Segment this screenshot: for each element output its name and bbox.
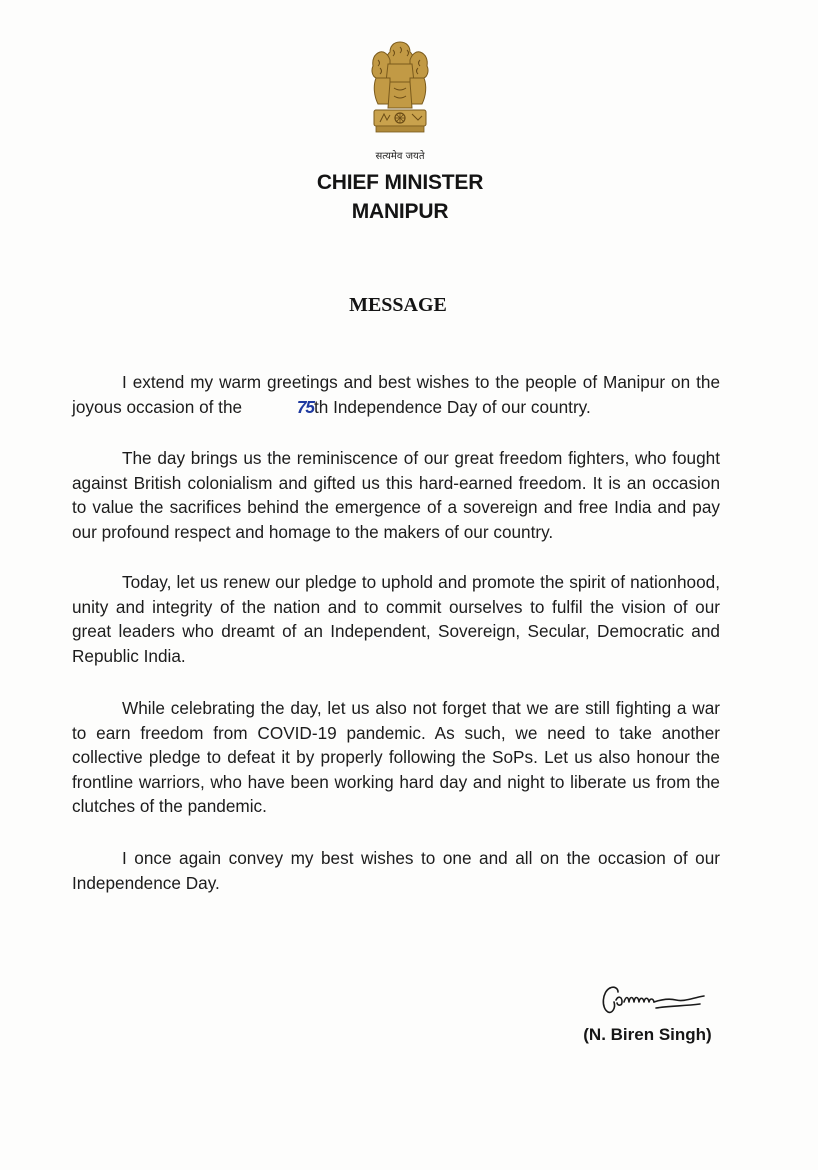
national-emblem-icon [360, 38, 440, 150]
paragraph-greeting [72, 370, 720, 419]
paragraph-pledge: Today, let us renew our pledge to uphold and promote the spirit of nationhood, unity and integrity of the nation and to commit ourselves to fulfil the vision of our great leaders who dreamt of an Independent, Sovereign, Secular, Democratic and Republic India. [72, 572, 720, 666]
signature-icon [596, 978, 714, 1022]
greeting-text-start: I extend my warm greetings and best wishes to the people of Manipur on the joyous occasion of the [72, 372, 720, 417]
emblem-motto: सत्यमेव जयते [375, 151, 425, 162]
office-state: MANIPUR [351, 200, 449, 223]
paragraph-covid: While celebrating the day, let us also not forget that we are still fighting a war to earn freedom from COVID-19 pandemic. As such, we need to take another collective pledge to defeat it by properly following the SoPs. Let us also honour the frontline warriors, who have been working hard day and night to liberate us from the clutches of the pandemic. [72, 698, 720, 817]
anniversary-number: 75 [296, 396, 314, 417]
office-title: CHIEF MINISTER [316, 171, 484, 194]
paragraph-freedom-fighters: The day brings us the reminiscence of our great freedom fighters, who fought against British colonialism and gifted us this hard-earned freedom. It is an occasion to value the sacrifices behind the emergence of a sovereign and free India and pay our profound respect and homage to the makers of our country. [72, 448, 720, 542]
signatory-name: (N. Biren Singh) [583, 1025, 712, 1044]
greeting-text-end: th Independence Day of our country. [313, 396, 591, 417]
paragraph-closing: I once again convey my best wishes to one and all on the occasion of our Independence Day. [72, 848, 720, 893]
message-heading: MESSAGE [349, 294, 447, 316]
